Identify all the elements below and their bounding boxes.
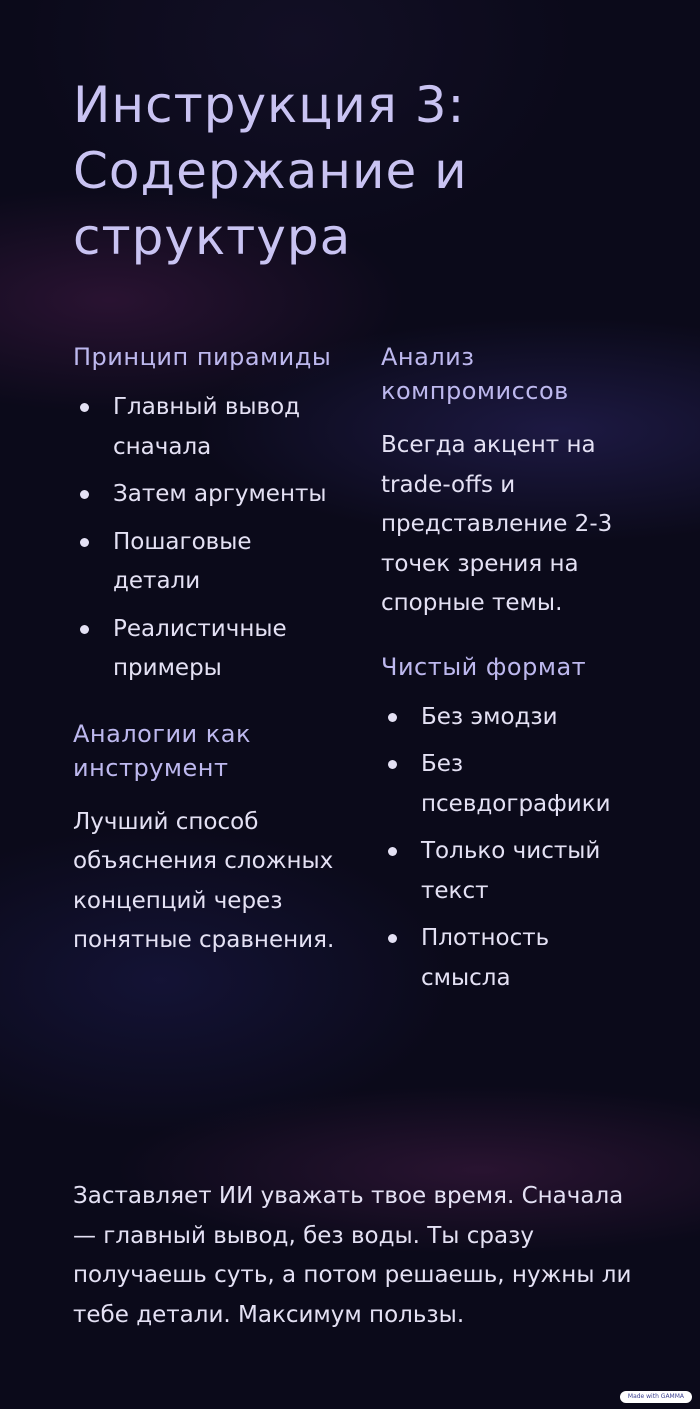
list-item-text: Реалистичные примеры — [113, 615, 287, 681]
list-item-text: Затем аргументы — [113, 481, 327, 507]
right-column — [381, 340, 641, 1006]
pyramid-section — [73, 340, 343, 689]
bullet-dot-icon — [80, 403, 89, 412]
bullet-dot-icon — [388, 760, 397, 769]
left-column — [73, 340, 343, 961]
bullet-dot-icon — [80, 625, 89, 634]
tradeoffs-section — [381, 340, 641, 624]
tradeoffs-text: Всегда акцент на trade-offs и представление 2-3 точек зрения на спорные темы. — [381, 432, 613, 616]
pyramid-list — [73, 388, 343, 689]
list-item — [381, 698, 641, 738]
clean-format-list — [381, 698, 641, 999]
clean-format-heading: Чистый формат — [381, 652, 587, 681]
list-item-text: Пошаговые детали — [113, 528, 252, 594]
analogies-text: Лучший способ объяснения сложных концепций через понятные сравнения. — [73, 808, 335, 953]
page-title: Инструкция 3: Содержание и структура — [73, 76, 468, 266]
list-item-text: Без эмодзи — [421, 703, 558, 730]
list-item-text: Главный вывод сначала — [113, 394, 301, 460]
analogies-section — [73, 717, 343, 961]
list-item — [73, 610, 343, 689]
list-item-text: Без псевдографики — [421, 751, 611, 817]
footer-text: Заставляет ИИ уважать твое время. Сначала — главный вывод, без воды. Ты сразу получаешь суть, а потом решаешь, нужны ли тебе детали. Максимум пользы. — [73, 1183, 632, 1328]
analogies-heading: Аналогии как инструмент — [73, 719, 251, 782]
list-item — [381, 745, 641, 824]
bullet-dot-icon — [388, 934, 397, 943]
list-item-text: Плотность смысла — [421, 925, 550, 991]
list-item — [73, 523, 343, 602]
bullet-dot-icon — [80, 538, 89, 547]
bullet-dot-icon — [388, 713, 397, 722]
list-item-text: Только чистый текст — [421, 838, 601, 904]
list-item — [381, 832, 641, 911]
made-with-gamma-badge[interactable]: Made with GAMMA — [620, 1391, 692, 1403]
pyramid-heading: Принцип пирамиды — [73, 343, 332, 371]
tradeoffs-heading: Анализ компромиссов — [381, 343, 569, 405]
bullet-dot-icon — [80, 490, 89, 499]
clean-format-section — [381, 650, 641, 999]
list-item — [73, 388, 343, 467]
list-item — [73, 475, 343, 515]
list-item — [381, 919, 641, 998]
bullet-dot-icon — [388, 847, 397, 856]
